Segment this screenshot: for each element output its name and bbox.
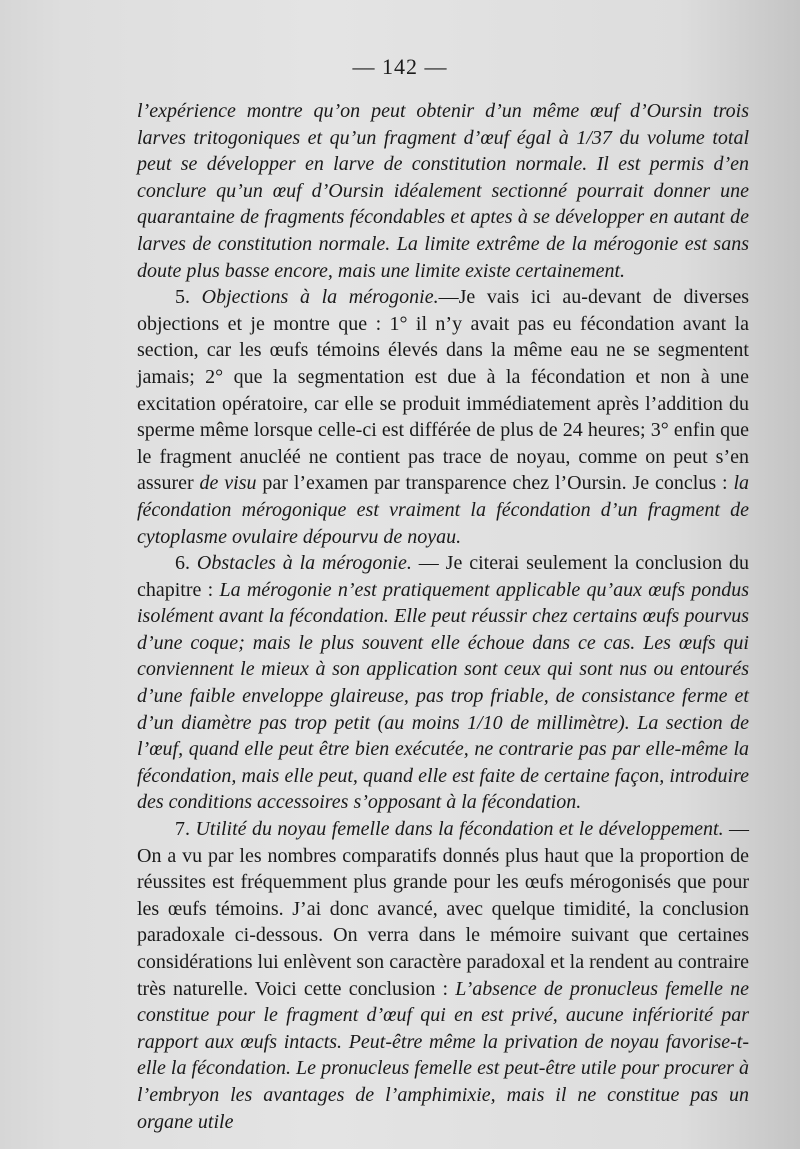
roman-text: — Je citerai seulement la conclusion du chapitre : (137, 552, 749, 601)
italic-text: la fécondation mérogonique est vraiment la fécondation d’un fragment de cytoplasme ovulaire dépourvu de noyau. (137, 472, 750, 548)
italic-text: de visu (199, 472, 257, 495)
body-text (137, 98, 749, 1135)
roman-text: 5. (175, 286, 202, 309)
italic-text: l’expérience montre qu’on peut obtenir d’un même œuf d’Oursin trois larves tritogoniques et qu’un fragment d’œuf égal à 1/37 du volume total peut se développer en larve de constitution normale. Il est permis d’en conclure qu’un œuf d’Oursin idéalement sectionné pourrait donner une quarantaine de fragments fécondables et aptes à se développer en autant de larves de constitution normale. La limite extrême de la mérogonie est sans doute plus basse encore, mais une limite existe certainement. (137, 100, 749, 282)
italic-text: La mérogonie n’est pratiquement applicable qu’aux œufs pondus isolément avant la fécondation. Elle peut réussir chez certains œufs pourvus d’une coque; mais le plus souvent elle échoue dans ce cas. Les œufs qui conviennent le mieux à son application sont ceux qui sont nus ou entourés d’une faible enveloppe glaireuse, pas trop friable, de consistance ferme et d’un diamètre pas trop petit (au moins 1/10 de millimètre). La section de l’œuf, quand elle peut être bien exécutée, ne contrarie pas par elle-même la fécondation, mais elle peut, quand elle est faite de certaine façon, introduire des conditions accessoires s’opposant à la fécondation. (137, 578, 749, 814)
roman-text: par l’examen par transparence chez l’Oursin. Je conclus : (256, 472, 734, 495)
italic-text: Objections à la mérogonie. (201, 286, 439, 309)
roman-text: — On a vu par les nombres comparatifs donnés plus haut que la proportion de réussites est fréquemment plus grande pour les œufs mérogonisés que pour les œufs témoins. J’ai donc avancé, avec quelque timidité, la conclusion paradoxale ci-dessous. On verra dans le mémoire suivant que certaines considérations lui enlèvent son caractère paradoxal et la rendent au contraire très naturelle. Voici cette conclusion : (137, 818, 750, 1000)
roman-text: 7. (175, 818, 196, 841)
italic-text: Utilité du noyau femelle dans la fécondation et le développement. (195, 818, 724, 841)
paragraph (137, 816, 749, 1135)
italic-text: Obstacles à la mérogonie. (196, 552, 412, 575)
paragraph (137, 550, 749, 816)
page-number: — 142 — (352, 54, 448, 79)
paragraph (137, 284, 749, 550)
roman-text: —Je vais ici au-devant de diverses objections et je montre que : 1° il n’y avait pas eu fécondation avant la section, car les œufs témoins élevés dans la même eau ne se segmentent jamais; 2° que la segmentation est due à la fécondation et non à une excitation opératoire, car elle se produit immédiatement après l’addition du sperme même lorsque celle-ci est différée de plus de 24 heures; 3° enfin que le fragment anucléé ne contient pas trace de noyau, comme on peut s’en assurer (137, 286, 749, 495)
italic-text: L’absence de pronucleus femelle ne constitue pour le fragment d’œuf qui en est privé, aucune infériorité par rapport aux œufs intacts. Peut-être même la privation de noyau favorise-t-elle la fécondation. Le pronucleus femelle est peut-être utile pour procurer à l’embryon les avantages de l’amphimixie, mais il ne constitue pas un organe utile (137, 977, 749, 1133)
paragraph (137, 98, 749, 284)
roman-text: 6. (175, 552, 197, 575)
